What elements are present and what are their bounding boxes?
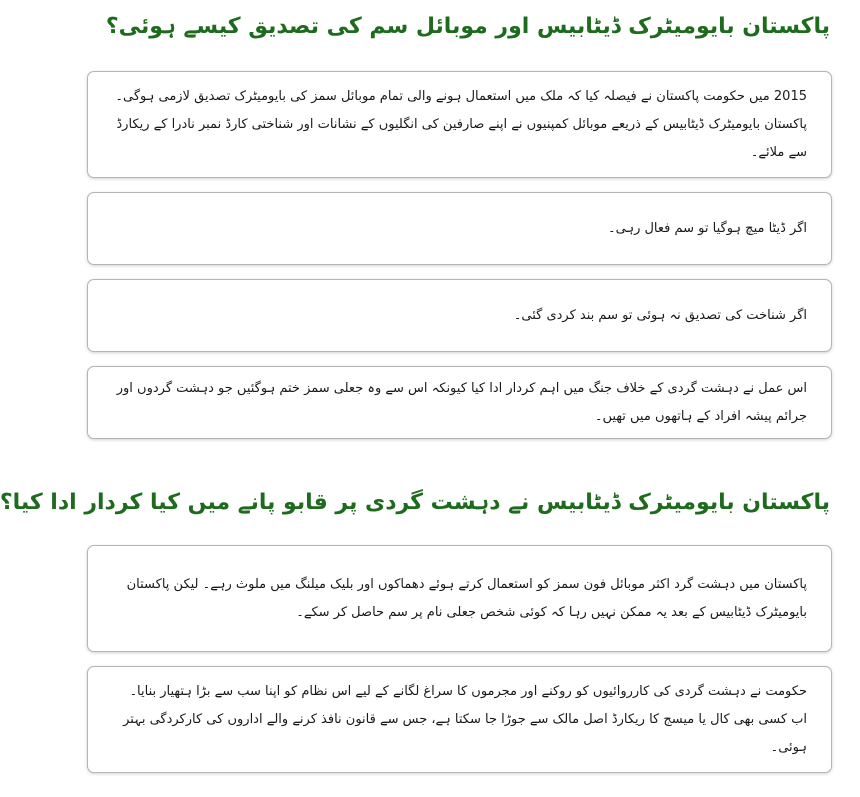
- section-heading-sim-verification: پاکستان بایومیٹرک ڈیٹابیس اور موبائل سم کی تصدیق کیسے ہوئی؟: [105, 14, 830, 39]
- info-card: [87, 192, 832, 265]
- info-card: [87, 366, 832, 439]
- info-card: [87, 666, 832, 773]
- card-text: 2015 میں حکومت پاکستان نے فیصلہ کیا کہ ملک میں استعمال ہونے والی تمام موبائل سمز کی بایومیٹرک تصدیق لازمی ہوگی۔ پاکستان بایومیٹرک ڈیٹابیس کے ذریعے موبائل کمپنیوں نے اپنے صارفین کی انگلیوں کے نشانات اور شناختی کارڈ نمبر نادرا کے ریکارڈ سے ملائے۔: [115, 88, 807, 160]
- card-text: اس عمل نے دہشت گردی کے خلاف جنگ میں اہم کردار ادا کیا کیونکہ اس سے وہ جعلی سمز ختم ہوگئیں جو دہشت گردوں اور جرائم پیشہ افراد کے ہاتھوں میں تھیں۔: [116, 380, 807, 424]
- card-text: اگر ڈیٹا میچ ہوگیا تو سم فعال رہی۔: [608, 220, 807, 236]
- card-text: اگر شناخت کی تصدیق نہ ہوئی تو سم بند کردی گئی۔: [513, 307, 807, 323]
- info-card: [87, 545, 832, 652]
- info-card: [87, 279, 832, 352]
- section-heading-terrorism-control: پاکستان بایومیٹرک ڈیٹابیس نے دہشت گردی پر قابو پانے میں کیا کردار ادا کیا؟: [0, 490, 830, 515]
- card-text: پاکستان میں دہشت گرد اکثر موبائل فون سمز کو استعمال کرتے ہوئے دھماکوں اور بلیک میلنگ میں ملوث رہے۔ لیکن پاکستان بایومیٹرک ڈیٹابیس کے بعد یہ ممکن نہیں رہا کہ کوئی شخص جعلی نام پر سم حاصل کر سکے۔: [126, 576, 807, 620]
- card-text: حکومت نے دہشت گردی کی کارروائیوں کو روکنے اور مجرموں کا سراغ لگانے کے لیے اس نظام کو اپنا سب سے بڑا ہتھیار بنایا۔ اب کسی بھی کال یا میسج کا ریکارڈ اصل مالک سے جوڑا جا سکتا ہے، جس سے قانون نافذ کرنے والے اداروں کی کارکردگی بہتر ہوئی۔: [123, 683, 807, 755]
- info-card: [87, 71, 832, 178]
